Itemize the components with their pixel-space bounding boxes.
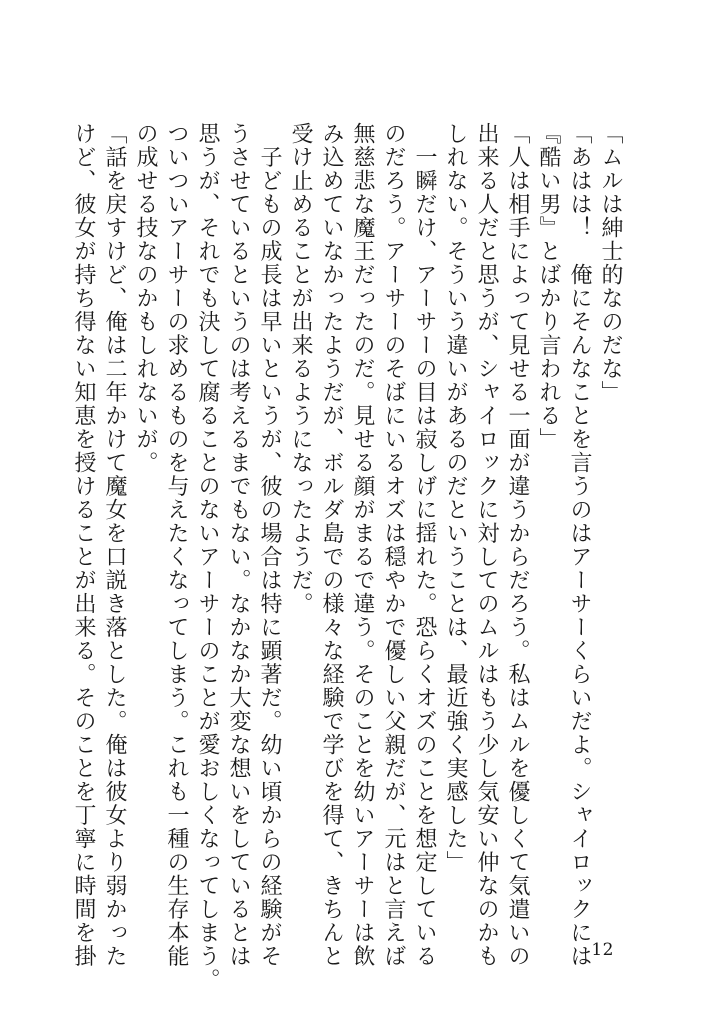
text-line: 「人は相手によって見せる一面が違うからだろう。私はムルを優しくて気遣いの — [505, 122, 530, 968]
text-line: けど、彼女が持ち得ない知恵を授けることが出来る。そのことを丁寧に時間を掛 — [71, 122, 96, 968]
text-line: 『酷い男』とばかり言われる」 — [536, 122, 561, 451]
text-line: 「あはは！ 俺にそんなことを言うのはアーサーくらいだよ。シャイロックには — [567, 122, 592, 968]
text-line: のだろう。アーサーのそばにいるオズは穏やかで優しい父親だが、元はと言えば — [381, 122, 406, 968]
text-line: の成せる技なのかもしれないが。 — [133, 122, 158, 475]
text-line: うさせているというのは考えるまでもない。なかなか大変な想いをしているとは — [226, 122, 251, 968]
text-line: 「話を戻すけど、俺は二年かけて魔女を口説き落とした。俺は彼女より弱かった — [102, 122, 127, 968]
text-line: 出来る人だと思うが、シャイロックに対してのムルはもう少し気安い仲なのかも — [474, 122, 499, 968]
text-line: 受け止めることが出来るようになったようだ。 — [288, 122, 313, 616]
text-line: 「ムルは紳士的なのだな」 — [598, 122, 623, 404]
text-line: 子どもの成長は早いというが、彼の場合は特に顕著だ。幼い頃からの経験がそ — [257, 122, 282, 968]
text-line: ついついアーサーの求めるものを与えたくなってしまう。これも一種の生存本能 — [164, 122, 189, 968]
text-line: 無慈悲な魔王だったのだ。見せる顔がまるで違う。そのことを幼いアーサーは飲 — [350, 122, 375, 968]
text-line: 思うが、それでも決して腐ることのないアーサーのことが愛おしくなってしまう。 — [195, 122, 220, 992]
text-line: しれない。そういう違いがあるのだということは、最近強く実感した」 — [443, 122, 468, 874]
text-line: 一瞬だけ、アーサーの目は寂しげに揺れた。恐らくオズのことを想定している — [412, 122, 437, 968]
text-line: み込めていなかったようだが、ボルダ島での様々な経験で学びを得て、きちんと — [319, 122, 344, 968]
page-number: 12 — [591, 940, 614, 960]
